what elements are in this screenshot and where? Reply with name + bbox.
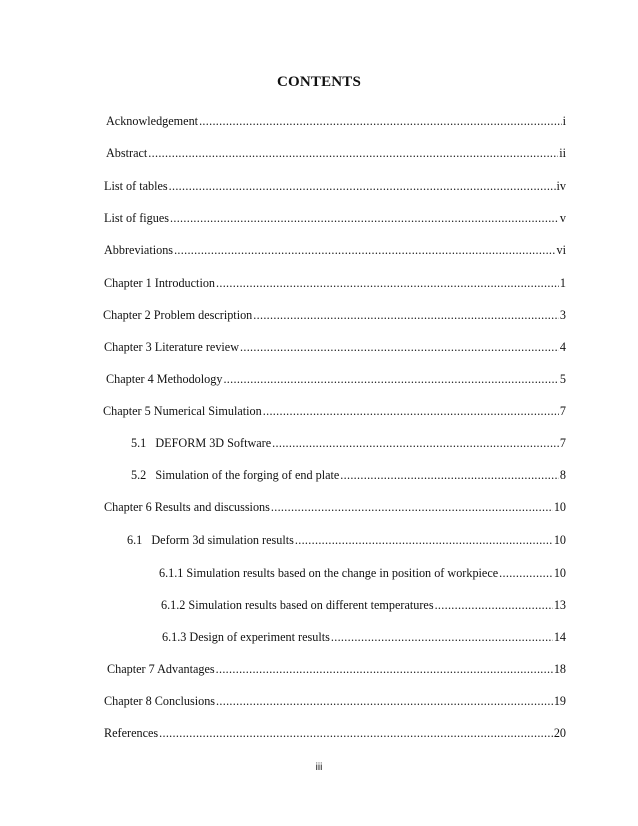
dot-leader xyxy=(216,662,553,676)
toc-entry-chapter-1[interactable] xyxy=(104,276,566,290)
toc-entry-page: 8 xyxy=(559,468,566,482)
toc-entry-page: 14 xyxy=(553,630,566,644)
dot-leader xyxy=(263,404,559,418)
toc-entry-abbreviations[interactable] xyxy=(104,243,566,257)
toc-entry-label: List of tables xyxy=(104,179,168,193)
toc-entry-chapter-8[interactable] xyxy=(104,694,566,708)
toc-entry-list-of-figures[interactable] xyxy=(104,211,566,225)
dot-leader xyxy=(199,114,562,128)
toc-entry-acknowledgement[interactable] xyxy=(106,114,566,128)
toc-entry-6-1-1[interactable] xyxy=(159,566,566,580)
toc-entry-label: Chapter 5 Numerical Simulation xyxy=(103,404,262,418)
dot-leader xyxy=(271,500,553,514)
toc-entry-chapter-2[interactable] xyxy=(103,308,566,322)
dot-leader xyxy=(169,179,556,193)
toc-entry-label: Acknowledgement xyxy=(106,114,199,128)
toc-entry-page: 1 xyxy=(559,276,566,290)
toc-entry-page: vi xyxy=(556,243,566,257)
toc-entry-chapter-4[interactable] xyxy=(106,372,566,386)
toc-entry-label: Chapter 8 Conclusions xyxy=(104,694,216,708)
dot-leader xyxy=(272,436,559,450)
toc-entry-chapter-5[interactable] xyxy=(103,404,566,418)
page-number: iii xyxy=(315,762,323,773)
toc-entry-page: 3 xyxy=(559,308,566,322)
toc-entry-label: Chapter 6 Results and discussions xyxy=(104,500,270,514)
dot-leader xyxy=(223,372,558,386)
toc-entry-label: Abstract xyxy=(106,146,148,160)
toc-entry-label: Chapter 4 Methodology xyxy=(106,372,223,386)
toc-entry-label: Abbreviations xyxy=(104,243,174,257)
toc-entry-list-of-tables[interactable] xyxy=(104,179,566,193)
toc-entry-label: Chapter 2 Problem description xyxy=(103,308,253,322)
dot-leader xyxy=(331,630,553,644)
dot-leader xyxy=(253,308,559,322)
dot-leader xyxy=(435,598,553,612)
toc-entry-page: 7 xyxy=(559,436,566,450)
toc-entry-page: ii xyxy=(559,146,566,160)
toc-entry-label: Chapter 3 Literature review xyxy=(104,340,240,354)
toc-entry-label: 6.1 Deform 3d simulation results xyxy=(127,533,294,547)
toc-entry-page: 19 xyxy=(553,694,566,708)
toc-entry-page: 18 xyxy=(553,662,566,676)
toc-entry-page: 13 xyxy=(553,598,566,612)
toc-entry-label: References xyxy=(104,726,159,740)
toc-entry-page: 10 xyxy=(553,566,566,580)
dot-leader xyxy=(240,340,559,354)
toc-entry-page: iv xyxy=(556,179,566,193)
toc-entry-6-1-2[interactable] xyxy=(161,598,566,612)
toc-entry-label: 5.2 Simulation of the forging of end plate xyxy=(131,468,340,482)
toc-entry-page: i xyxy=(562,114,566,128)
toc-entry-page: 20 xyxy=(553,726,566,740)
toc-entry-abstract[interactable] xyxy=(106,146,566,160)
toc-entry-page: v xyxy=(559,211,566,225)
dot-leader xyxy=(170,211,559,225)
toc-entry-page: 4 xyxy=(559,340,566,354)
dot-leader xyxy=(340,468,559,482)
toc-entry-page: 5 xyxy=(559,372,566,386)
toc-entry-label: List of figues xyxy=(104,211,169,225)
toc-entry-label: 5.1 DEFORM 3D Software xyxy=(131,436,272,450)
dot-leader xyxy=(174,243,555,257)
toc-entry-label: 6.1.3 Design of experiment results xyxy=(162,630,330,644)
dot-leader xyxy=(295,533,553,547)
toc-entry-page: 7 xyxy=(559,404,566,418)
toc-entry-label: 6.1.1 Simulation results based on the change in position of workpiece xyxy=(159,566,499,580)
toc-entry-label: 6.1.2 Simulation results based on different temperatures xyxy=(161,598,434,612)
dot-leader xyxy=(216,694,553,708)
dot-leader xyxy=(159,726,553,740)
toc-entry-chapter-7[interactable] xyxy=(107,662,566,676)
dot-leader xyxy=(148,146,558,160)
toc-entry-5-2[interactable] xyxy=(131,468,566,482)
toc-entry-page: 10 xyxy=(553,500,566,514)
dot-leader xyxy=(216,276,559,290)
toc-entry-chapter-3[interactable] xyxy=(104,340,566,354)
toc-entry-label: Chapter 7 Advantages xyxy=(107,662,215,676)
toc-entry-6-1-3[interactable] xyxy=(162,630,566,644)
toc-entry-references[interactable] xyxy=(104,726,566,740)
dot-leader xyxy=(499,566,553,580)
toc-entry-chapter-6[interactable] xyxy=(104,500,566,514)
toc-entry-5-1[interactable] xyxy=(131,436,566,450)
toc-entry-label: Chapter 1 Introduction xyxy=(104,276,216,290)
toc-entry-page: 10 xyxy=(553,533,566,547)
page-title: CONTENTS xyxy=(276,74,362,90)
toc-entry-6-1[interactable] xyxy=(127,533,566,547)
